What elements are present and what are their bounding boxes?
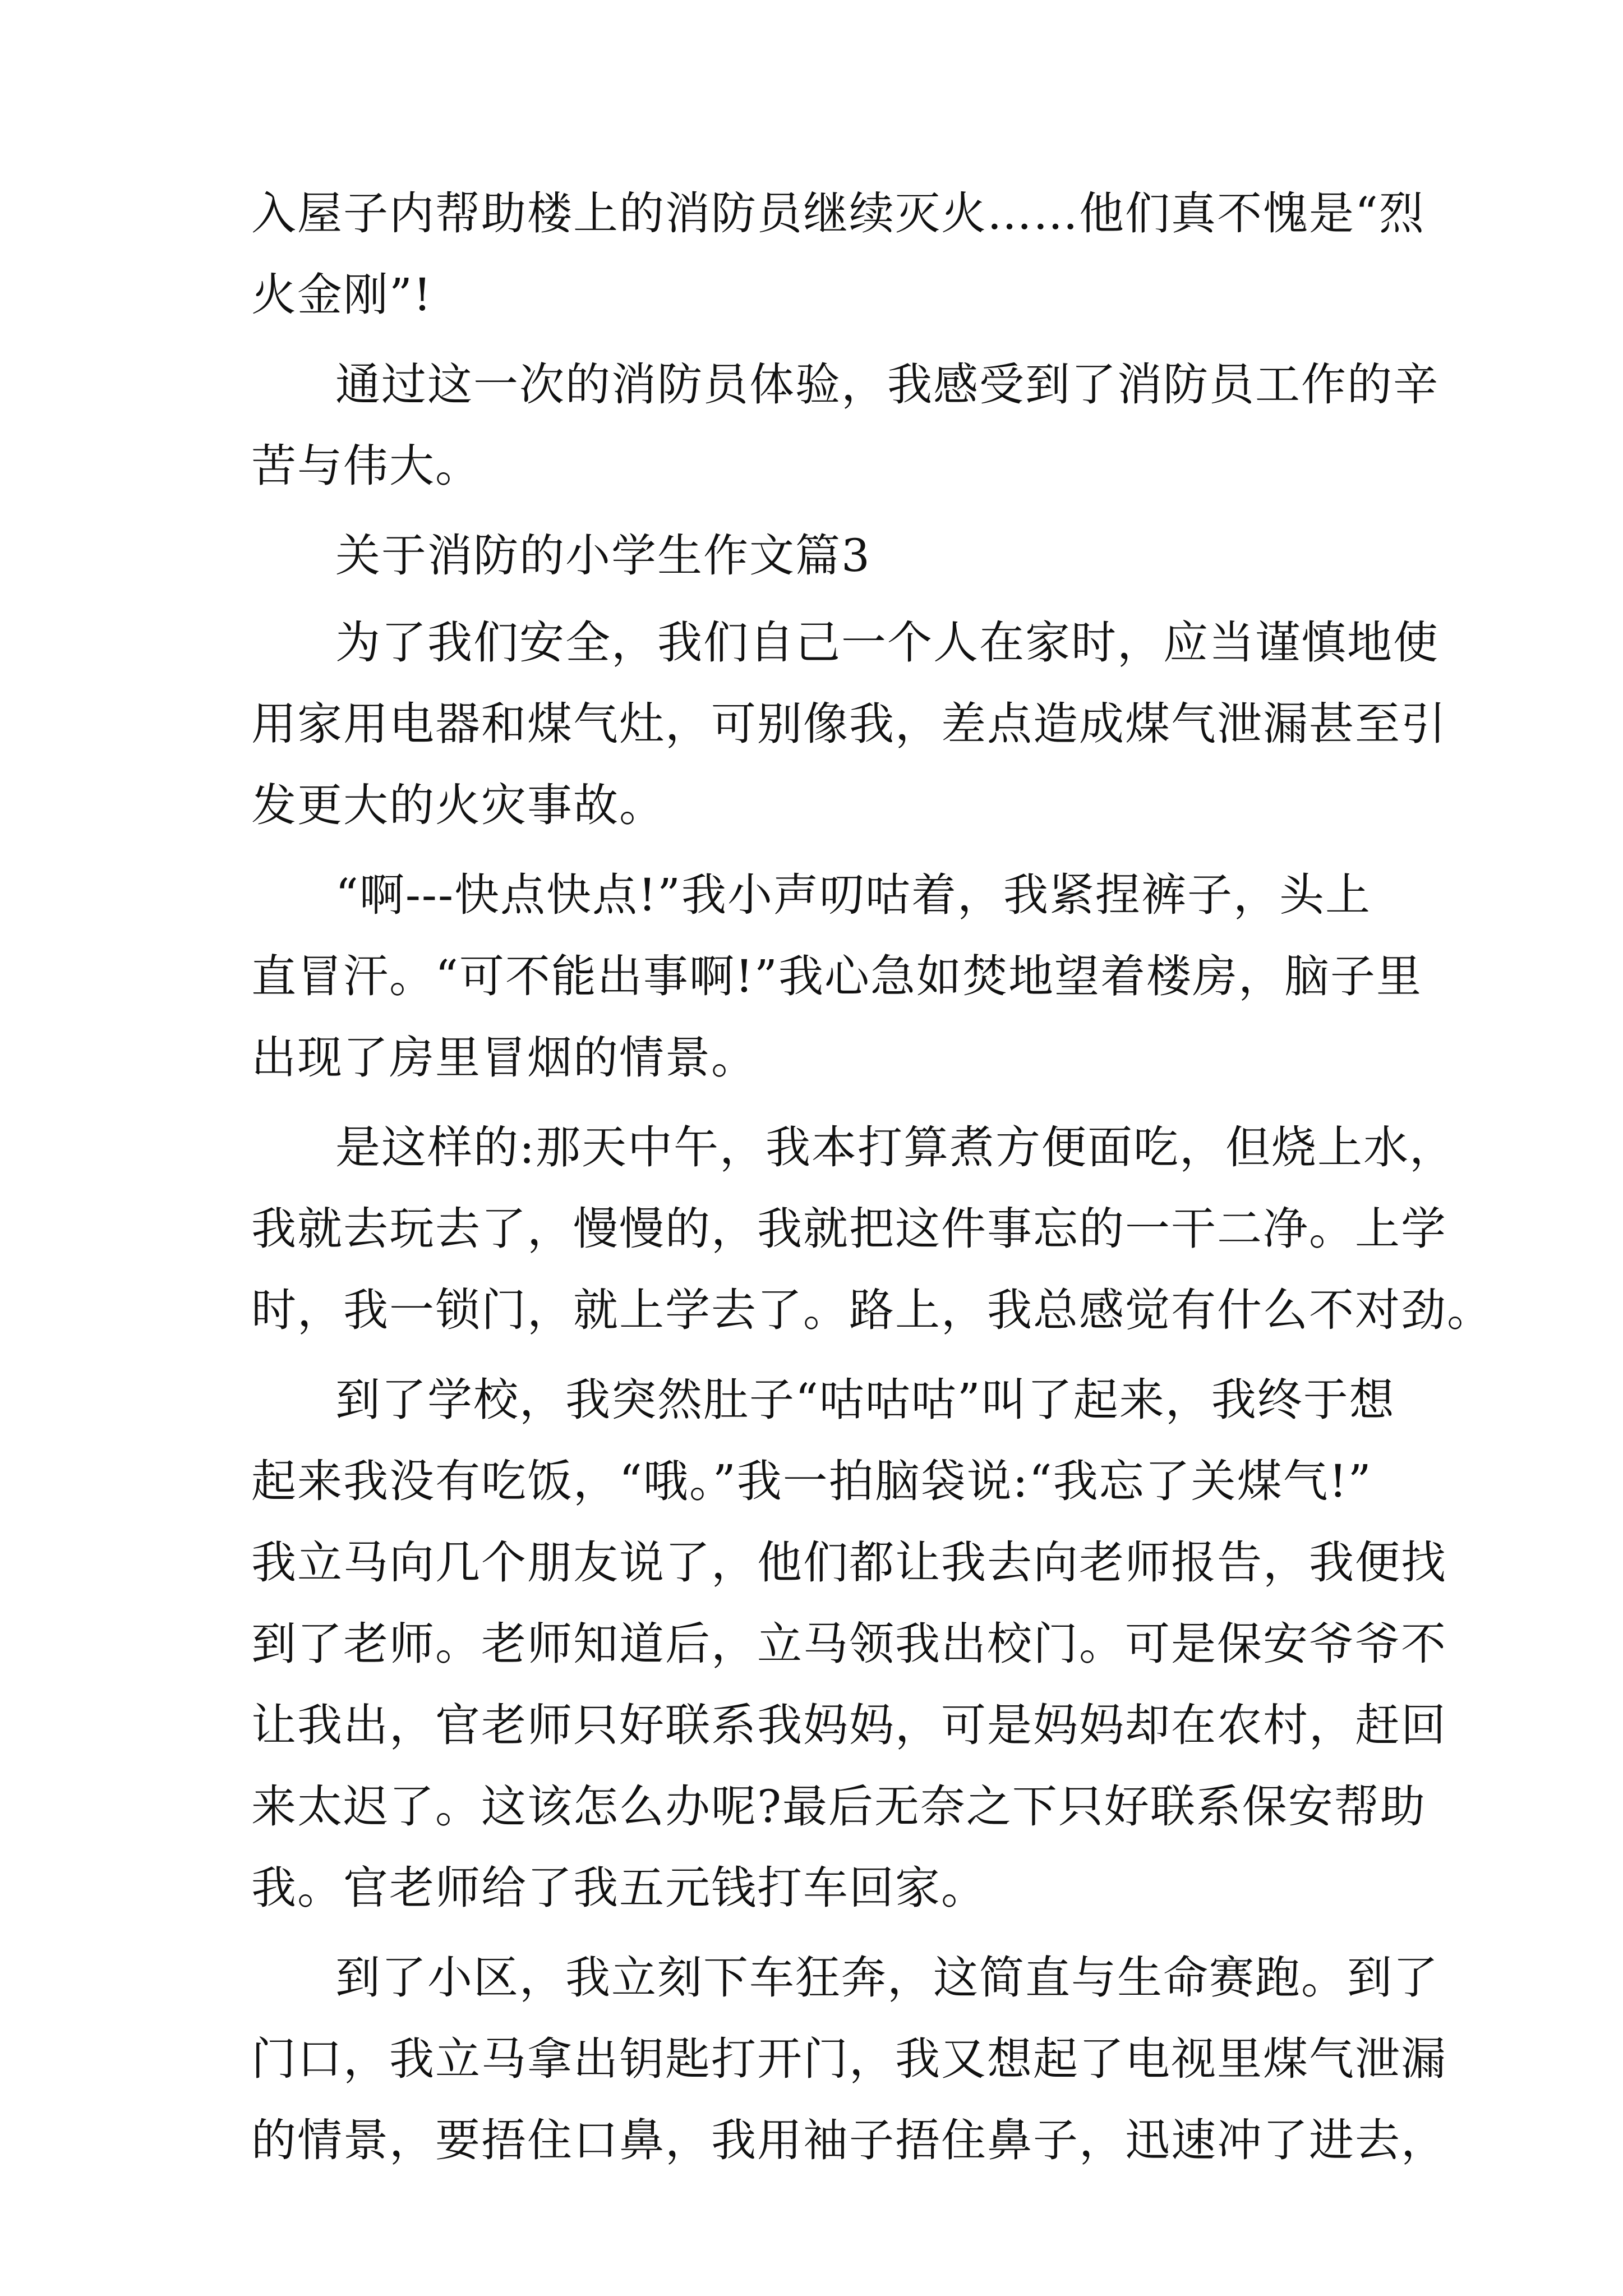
text-line: “啊---快点快点!”我小声叨咕着，我紧捏裤子，头上 bbox=[335, 869, 1372, 921]
text-line: 我。官老师给了我五元钱打车回家。 bbox=[251, 1862, 987, 1914]
text-line: 我立马向几个朋友说了，他们都让我去向老师报告，我便找 bbox=[251, 1536, 1447, 1589]
text-line: 的情景，要捂住口鼻，我用袖子捂住鼻子，迅速冲了进去， bbox=[251, 2114, 1447, 2166]
body-text bbox=[251, 0, 1493, 2296]
text-line: 入屋子内帮助楼上的消防员继续灭火……他们真不愧是“烈 bbox=[251, 187, 1425, 240]
text-line: 起来我没有吃饭，“哦。”我一拍脑袋说:“我忘了关煤气!” bbox=[251, 1455, 1372, 1507]
text-line: 是这样的:那天中午，我本打算煮方便面吃，但烧上水， bbox=[335, 1121, 1455, 1174]
text-line: 门口，我立马拿出钥匙打开门，我又想起了电视里煤气泄漏 bbox=[251, 2033, 1447, 2085]
text-line: 直冒汗。“可不能出事啊!”我心急如焚地望着楼房，脑子里 bbox=[251, 950, 1422, 1002]
text-line: 时，我一锁门，就上学去了。路上，我总感觉有什么不对劲。 bbox=[251, 1284, 1493, 1336]
text-line: 苦与伟大。 bbox=[251, 440, 481, 492]
text-line: 来太迟了。这该怎么办呢?最后无奈之下只好联系保安帮助 bbox=[251, 1780, 1426, 1833]
text-line: 火金刚”! bbox=[251, 269, 433, 321]
section-heading: 关于消防的小学生作文篇3 bbox=[335, 530, 871, 582]
text-line: 到了老师。老师知道后，立马领我出校门。可是保安爷爷不 bbox=[251, 1618, 1447, 1670]
text-line: 到了小区，我立刻下车狂奔，这简直与生命赛跑。到了 bbox=[335, 1952, 1439, 2004]
text-line: 通过这一次的消防员体验，我感受到了消防员工作的辛 bbox=[335, 358, 1439, 411]
text-line: 为了我们安全，我们自己一个人在家时，应当谨慎地使 bbox=[335, 616, 1439, 669]
text-line: 用家用电器和煤气灶，可别像我，差点造成煤气泄漏甚至引 bbox=[251, 698, 1447, 750]
text-line: 我就去玩去了，慢慢的，我就把这件事忘的一干二净。上学 bbox=[251, 1203, 1447, 1255]
text-line: 让我出，官老师只好联系我妈妈，可是妈妈却在农村，赶回 bbox=[251, 1699, 1447, 1751]
text-line: 出现了房里冒烟的情景。 bbox=[251, 1032, 757, 1084]
text-line: 到了学校，我突然肚子“咕咕咕”叫了起来，我终于想 bbox=[335, 1374, 1395, 1426]
text-line: 发更大的火灾事故。 bbox=[251, 779, 665, 831]
